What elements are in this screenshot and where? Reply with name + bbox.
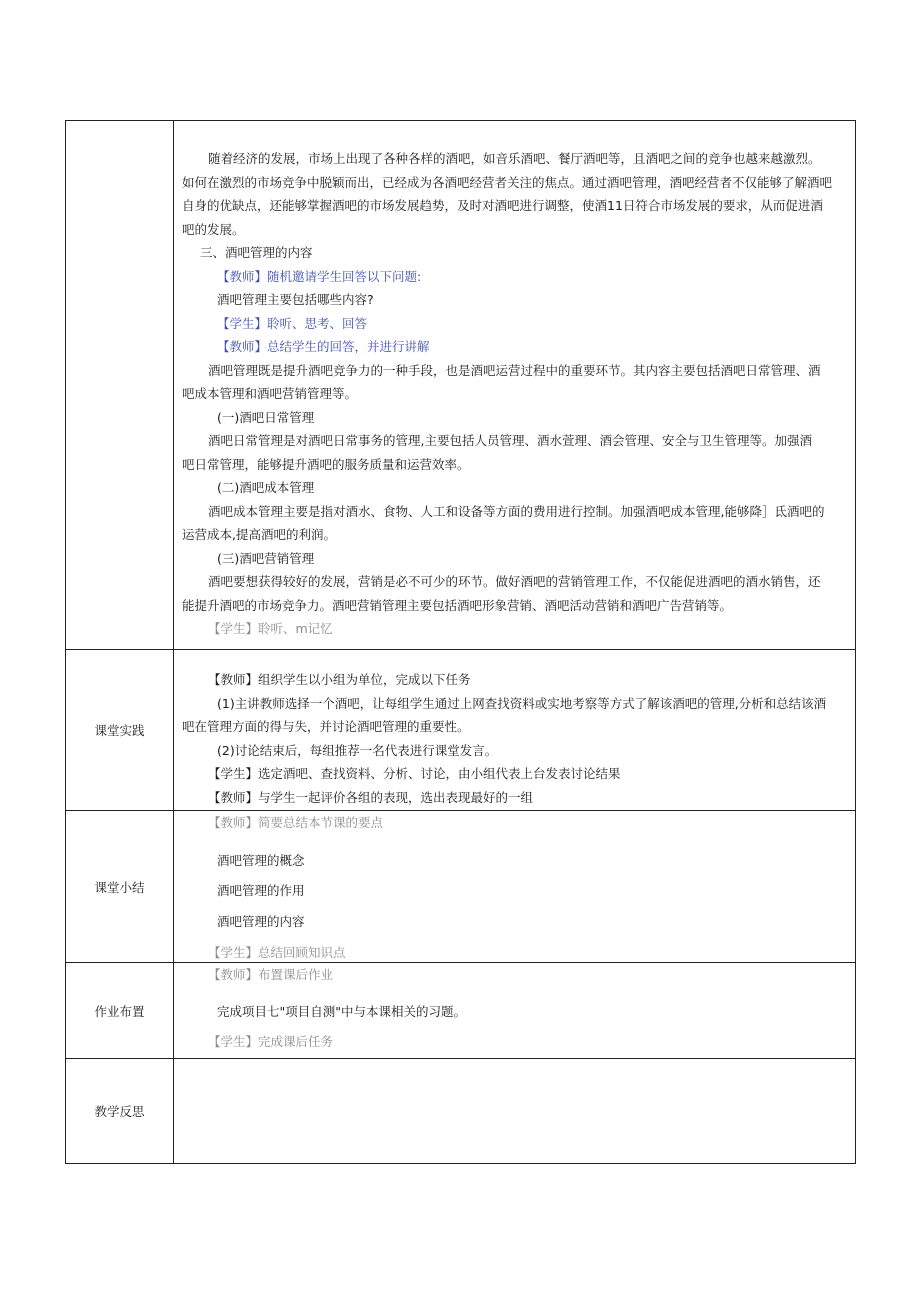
student-activity: 【学生】聆听、m记忆	[208, 621, 333, 636]
student-activity: 【学生】总结回顾知识点	[208, 945, 346, 960]
summary-label: 课堂小结	[66, 811, 174, 962]
question-text: 酒吧管理主要包括哪些内容?	[217, 292, 374, 307]
homework-row	[66, 962, 855, 1058]
content-cell	[174, 121, 855, 649]
teacher-instruction: 【教师】随机邀请学生回答以下问题:	[217, 268, 422, 284]
teacher-instruction: 【教师】与学生一起评价各组的表现，选出表现最好的一组	[208, 789, 534, 805]
paragraph-line: 能提升酒吧的市场竞争力。酒吧营销管理主要包括酒吧形象营销、酒吧活动营销和酒吧广告营销等。	[182, 597, 733, 613]
teacher-instruction: 【教师】组织学生以小组为单位，完成以下任务	[208, 672, 471, 687]
practice-label: 课堂实践	[66, 650, 174, 810]
practice-row	[66, 649, 855, 810]
homework-label: 作业布置	[66, 963, 174, 1058]
student-activity: 【学生】聆听、思考、回答	[217, 315, 368, 331]
paragraph-line: 吧成本管理和酒吧营销管理等。	[182, 386, 358, 401]
paragraph-line: 运营成本,提高酒吧的利润。	[182, 527, 336, 542]
teacher-instruction: 【教师】布置课后作业	[208, 967, 334, 982]
paragraph-line: 酒吧成本管理主要是指对酒水、食物、人工和设备等方面的费用进行控制。加强酒吧成本管理,能够降］氐酒吧的	[208, 503, 825, 519]
paragraph-line: 吧日常管理，能够提升酒吧的服务质量和运营效率。	[182, 456, 470, 472]
summary-item: 酒吧管理的作用	[217, 883, 305, 898]
practice-cell	[174, 650, 855, 810]
lesson-plan-table	[65, 120, 856, 1164]
reflection-cell	[174, 1059, 855, 1163]
subheading: (一)酒吧日常管理	[217, 409, 315, 425]
summary-item: 酒吧管理的内容	[217, 913, 305, 929]
homework-task: 完成项目七"项目自测"中与本课相关的习题。	[217, 1003, 466, 1019]
subheading: (二)酒吧成本管理	[217, 480, 315, 495]
task-line: (2)讨论结束后，每组推荐一名代表进行课堂发言。	[217, 742, 498, 758]
task-line: 吧在管理方面的得与失，并讨论酒吧管理的重要性。	[182, 719, 470, 734]
section-heading: 三、酒吧管理的内容	[200, 245, 313, 260]
paragraph-line: 如何在激烈的市场竞争中脱颖而出，已经成为各酒吧经营者关注的焦点。通过酒吧管理，酒吧经营者不仅能够了解酒吧	[182, 174, 833, 190]
paragraph-line: 随着经济的发展，市场上出现了各种各样的酒吧，如音乐酒吧、餐厅酒吧等，且酒吧之间的竞争也越来越激烈。	[208, 151, 821, 166]
reflection-label: 教学反思	[66, 1059, 174, 1163]
student-activity: 【学生】完成课后任务	[208, 1034, 334, 1049]
teacher-instruction: 【教师】简要总结本节课的要点	[208, 815, 384, 830]
summary-cell	[174, 811, 855, 962]
student-activity: 【学生】选定酒吧、查找资料、分析、讨论，由小组代表上台发表讨论结果	[208, 766, 621, 781]
reflection-row	[66, 1058, 855, 1163]
paragraph-line: 酒吧日常管理是对酒吧日常事务的管理,主要包括人员管理、酒水萱理、酒会管理、安全与卫生管理等。加强酒	[208, 433, 812, 448]
teacher-instruction: 【教师】总结学生的回答，并进行讲解	[217, 339, 430, 354]
content-label-cell	[66, 121, 174, 649]
subheading: (三)酒吧营销管理	[217, 550, 315, 566]
homework-cell	[174, 963, 855, 1058]
paragraph-line: 吧的发展。	[182, 221, 245, 237]
task-line: (1)主讲教师选择一个酒吧，让每组学生通过上网查找资料或实地考察等方式了解该酒吧的管理,分析和总结该酒	[217, 695, 827, 711]
summary-item: 酒吧管理的概念	[217, 852, 305, 868]
paragraph-line: 酒吧管理既是提升酒吧竞争力的一种手段，也是酒吧运营过程中的重要环节。其内容主要包括酒吧日常管理、酒	[208, 362, 821, 378]
summary-row	[66, 810, 855, 962]
paragraph-line: 酒吧要想获得较好的发展，营销是必不可少的环节。做好酒吧的营销管理工作，不仅能促进酒吧的酒水销售，还	[208, 574, 821, 589]
paragraph-line: 自身的优缺点，还能够掌握酒吧的市场发展趋势，及时对酒吧进行调整，使酒11日符合市场发展的要求，从而促进酒	[182, 198, 823, 213]
content-row	[66, 121, 855, 649]
